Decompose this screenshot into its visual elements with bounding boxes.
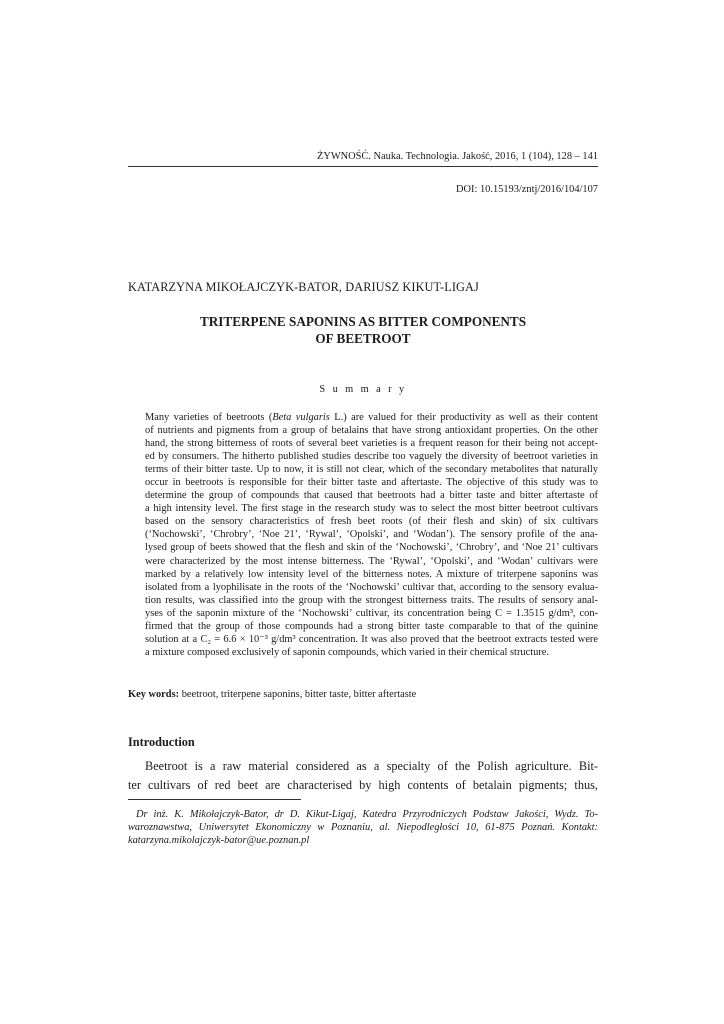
keywords-list: beetroot, triterpene saponins, bitter taste, bitter aftertaste: [179, 689, 417, 700]
introduction-text: [128, 757, 598, 795]
summary-line: were characterized by the most intense bitterness. The ‘Rywal’, ‘Opolski’, and ‘Wodan’ cultivars were: [145, 555, 598, 567]
title-line-1: TRITERPENE SAPONINS AS BITTER COMPONENTS: [199, 314, 527, 329]
summary-line: Many varieties of beetroots (Beta vulgaris L.) are valued for their productivity as well as their content: [145, 412, 598, 423]
summary-line: tion results, was classified into the group with the strongest bitterness traits. The results of sensory anal-: [145, 594, 598, 606]
introduction-line: Beetroot is a raw material considered as a specialty of the Polish agriculture. Bit-: [145, 759, 598, 773]
summary-line: a high intensity level. The first stage in the research study was to select the most bitter beetroot cultivars: [145, 503, 598, 515]
footnote-line: Dr inż. K. Mikołajczyk-Bator, dr D. Kikut-Ligaj, Katedra Przyrodniczych Podstaw Jakości, Wydz. To-: [136, 809, 598, 820]
article-title: [128, 313, 598, 347]
summary-line: ed by consumers. The hitherto published studies describe too vaguely the diversity of beetroot varieties in: [145, 451, 598, 463]
header-rule: [128, 166, 598, 167]
introduction-line: ter cultivars of red beet are characterised by high contents of betalain pigments; thus,: [128, 778, 598, 792]
doi[interactable]: DOI: 10.15193/zntj/2016/104/107: [456, 184, 598, 195]
summary-line: lysed group of beets showed that the flesh and skin of the ‘Nochowski’, ‘Chrobry’, and ‘Noe 21’ cultivars: [145, 542, 598, 554]
summary-line: occur in beetroots is responsible for their bitter taste and aftertaste. The objective of this study was to: [145, 477, 598, 489]
summary-line: marked by a relatively low intensity level of the bitterness notes. A mixture of triterpene saponins was: [145, 568, 598, 580]
summary-line: of nutrients and pigments from a group of betalains that have strong antioxidant properties. On the other: [145, 425, 598, 437]
footnote-email[interactable]: katarzyna.mikolajczyk-bator@ue.poznan.pl: [128, 835, 310, 847]
summary-line: isolated from a lyophilisate in the roots of the ‘Nochowski’ cultivar that, according to the sensory evalua-: [145, 581, 598, 593]
author-footnote: [128, 808, 598, 848]
footnote-rule: [128, 799, 301, 800]
keywords-label: Key words:: [128, 689, 180, 700]
summary-text: [128, 411, 598, 659]
summary-line: hand, the strong bitterness of roots of several beet varieties is a frequent reason for their being not accept-: [145, 438, 598, 450]
summary-line: terms of their bitter taste. Up to now, it is still not clear, which of the secondary metabolites that naturally: [145, 464, 598, 476]
summary-paragraph: [128, 411, 598, 659]
authors: KATARZYNA MIKOŁAJCZYK-BATOR, DARIUSZ KIKUT-LIGAJ: [128, 280, 479, 294]
title-line-2: OF BEETROOT: [315, 331, 411, 346]
footnote-paragraph: [128, 808, 598, 848]
summary-line: firmed that the group of those compounds had a strong bitter taste comparable to that of the quinine: [145, 620, 598, 632]
summary-line: (‘Nochowski’, ‘Chrobry’, ‘Noe 21’, ‘Rywal’, ‘Opolski’, and ‘Wodan’). The sensory profile of the ana-: [145, 529, 598, 541]
summary-line: based on the sensory characteristics of fresh beet roots (of their flesh and skin) of six cultivars: [145, 516, 598, 528]
introduction-heading: Introduction: [128, 735, 195, 749]
summary-line: yses of the saponin mixture of the ‘Nochowski’ cultivar, its concentration being C = 1.3515 g/dm³, con-: [145, 607, 598, 619]
footnote-line: waroznawstwa, Uniwersytet Ekonomiczny w Poznaniu, al. Niepodległości 10, 61-875 Poznań. Kontakt:: [128, 822, 598, 834]
journal-citation: ŻYWNOŚĆ. Nauka. Technologia. Jakość, 2016, 1 (104), 128 – 141: [316, 151, 598, 162]
keywords: [128, 689, 416, 700]
species-name: Beta vulgaris: [272, 412, 330, 423]
summary-line: solution at a C₂ = 6.6 × 10⁻³ g/dm³ concentration. It was also proved that the beetroot extracts tested were: [145, 633, 598, 645]
summary-line: a mixture composed exclusively of saponin compounds, which varied in their chemical structure.: [145, 646, 549, 658]
summary-line: determine the group of compounds that caused that beetroots had a bitter taste and bitter aftertaste of: [145, 490, 598, 502]
summary-heading: S u m m a r y: [319, 384, 407, 395]
